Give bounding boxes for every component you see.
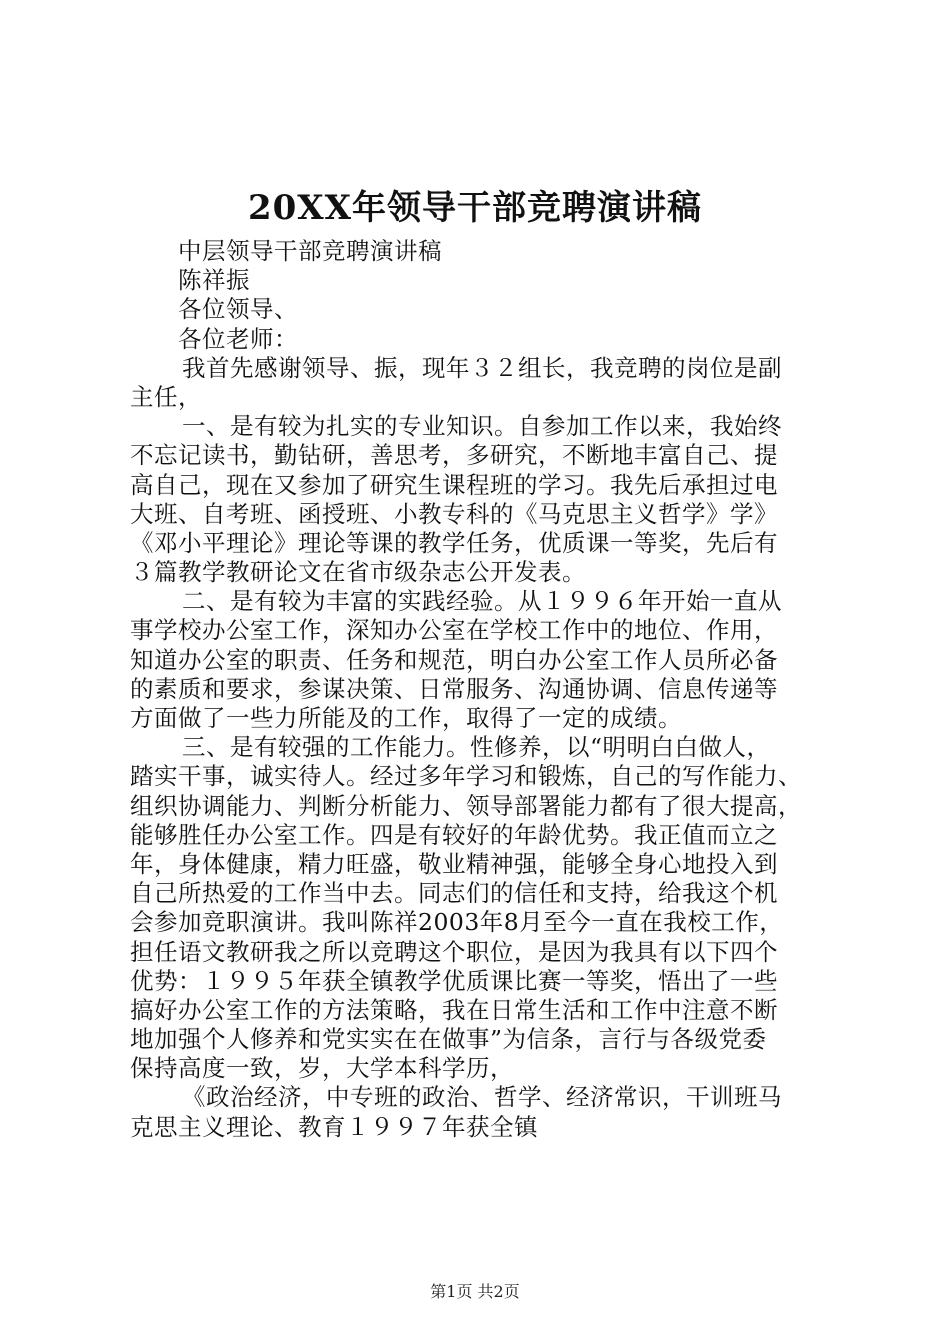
body-line: 大班、自考班、函授班、小教专科的《马克思主义哲学》学》 [130, 499, 778, 528]
body-line: 《邓小平理论》理论等课的教学任务，优质课一等奖，先后有 [130, 528, 778, 557]
body-line: 高自己，现在又参加了研究生课程班的学习。我先后承担过电 [130, 470, 778, 499]
body-line: 保持高度一致，岁，大学本科学历， [130, 1054, 514, 1083]
body-line: 方面做了一些力所能及的工作，取得了一定的成绩。 [130, 704, 682, 732]
page-footer: 第1页 共2页 [430, 1282, 520, 1301]
body-line: 中层领导干部竞聘演讲稿 [178, 237, 442, 265]
body-line: 能够胜任办公室工作。四是有较好的年龄优势。我正值而立之 [130, 820, 778, 849]
body-line: 主任， [130, 382, 202, 411]
body-line: 三、是有较强的工作能力。性修养，以“明明白白做人， [182, 733, 771, 762]
body-line: 组织协调能力、判断分析能力、领导部署能力都有了很大提高， [130, 791, 802, 820]
body-line: 不忘记读书，勤钻研，善思考，多研究，不断地丰富自己、提 [130, 441, 778, 470]
document-body [130, 237, 830, 1142]
body-line: 的素质和要求，参谋决策、日常服务、沟通协调、信息传递等 [130, 674, 778, 703]
body-line: 知道办公室的职责、任务和规范，明白办公室工作人员所必备 [130, 645, 778, 674]
body-line: 会参加竞职演讲。我叫陈祥2003年8月至今一直在我校工作， [130, 908, 784, 937]
document-title: 20XX年领导干部竞聘演讲稿 [247, 188, 703, 228]
body-line: 搞好办公室工作的方法策略，我在日常生活和工作中注意不断 [130, 995, 778, 1024]
body-line: 二、是有较为丰富的实践经验。从１９９６年开始一直从 [182, 587, 782, 616]
body-line: 克思主义理论、教育１９９７年获全镇 [130, 1112, 538, 1141]
body-line: 陈祥振 [178, 266, 250, 295]
body-line: 《政治经济，中专班的政治、哲学、经济常识，干训班马 [182, 1083, 782, 1112]
body-line: 我首先感谢领导、振，现年３２组长，我竞聘的岗位是副 [182, 353, 782, 382]
body-line: 事学校办公室工作，深知办公室在学校工作中的地位、作用， [130, 616, 778, 645]
body-line: 各位老师： [178, 324, 298, 353]
body-line: 担任语文教研我之所以竞聘这个职位，是因为我具有以下四个 [130, 937, 778, 966]
body-line: 优势：１９９５年获全镇教学优质课比赛一等奖，悟出了一些 [130, 966, 778, 995]
body-line: 踏实干事，诚实待人。经过多年学习和锻炼，自己的写作能力、 [130, 762, 802, 791]
body-line: 自己所热爱的工作当中去。同志们的信任和支持，给我这个机 [130, 879, 778, 908]
body-line: 一、是有较为扎实的专业知识。自参加工作以来，我始终 [182, 412, 782, 441]
body-line: ３篇教学教研论文在省市级杂志公开发表。 [130, 558, 586, 587]
body-line: 年，身体健康，精力旺盛，敬业精神强，能够全身心地投入到 [130, 849, 778, 878]
body-line: 地加强个人修养和党实实在在做事”为信条，言行与各级党委 [130, 1025, 767, 1054]
body-line: 各位领导、 [178, 295, 298, 324]
